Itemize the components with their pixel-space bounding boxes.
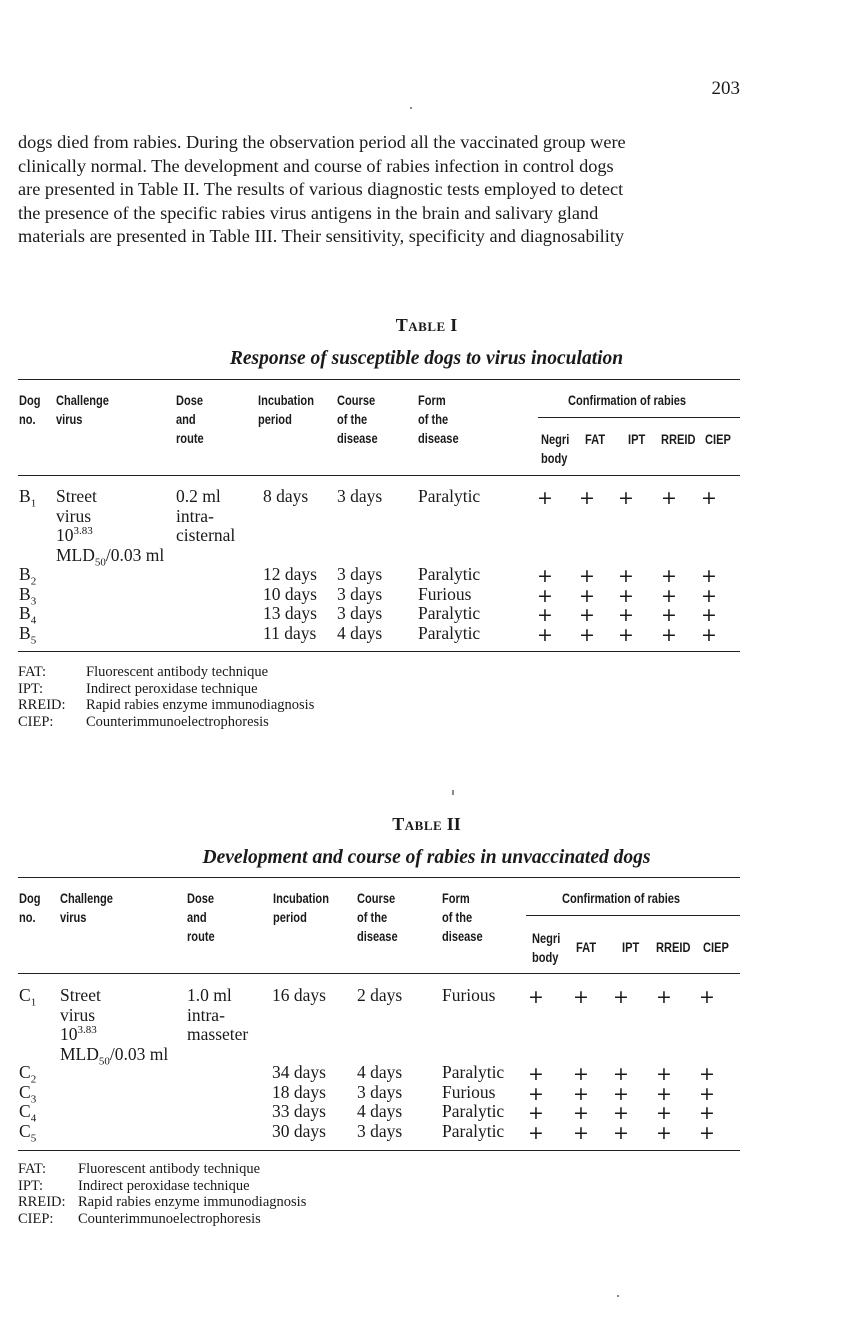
fat-result-cell: +	[573, 1102, 589, 1124]
incubation-cell: 12 days	[263, 564, 317, 584]
dog-id-cell: $C_2$	[19, 1062, 37, 1086]
table-2-dose-route: 1.0 ml intra- masseter	[187, 985, 249, 1045]
table-1-header-course: Course of the disease	[337, 393, 378, 446]
footnote: RREID: Rapid rabies enzyme immunodiagnosis	[18, 1194, 307, 1210]
rreid-result-cell: +	[656, 986, 672, 1008]
form-cell: Paralytic	[442, 1121, 505, 1141]
fat-result-cell: +	[573, 1083, 589, 1105]
table-1-title: Table I	[395, 315, 458, 335]
rreid-result-cell: +	[656, 1063, 672, 1085]
table-1-confirmation-rule	[538, 417, 740, 418]
table-1-header-incubation: Incubation period	[258, 393, 314, 427]
footnote: FAT: Fluorescent antibody technique	[18, 664, 269, 680]
form-cell: Paralytic	[442, 1062, 505, 1082]
table-2-header-form: Form of the disease	[442, 891, 483, 944]
incubation-cell: 18 days	[272, 1082, 326, 1102]
footnote: RREID: Rapid rabies enzyme immunodiagnosis	[18, 697, 315, 713]
negri-result-cell: +	[528, 1102, 544, 1124]
table-2-caption: Development and course of rabies in unvaccinated dogs	[202, 847, 651, 868]
incubation-cell: 30 days	[272, 1121, 326, 1141]
table-1-caption: Response of susceptible dogs to virus inoculation	[229, 348, 624, 369]
rreid-result-cell: +	[661, 604, 677, 626]
negri-result-cell: +	[528, 986, 544, 1008]
ciep-result-cell: +	[699, 1063, 715, 1085]
course-cell: 3 days	[337, 486, 383, 506]
course-cell: 3 days	[337, 564, 383, 584]
table-1-header-fat: FAT	[585, 432, 606, 447]
dog-id-cell: $C_3$	[19, 1082, 37, 1106]
ipt-result-cell: +	[613, 1122, 629, 1144]
table-2-header-course: Course of the disease	[357, 891, 398, 944]
course-cell: 3 days	[357, 1121, 403, 1141]
incubation-cell: 16 days	[272, 985, 326, 1005]
ciep-result-cell: +	[699, 1122, 715, 1144]
table-2-header-dose: Dose and route	[187, 891, 215, 944]
fat-result-cell: +	[579, 487, 595, 509]
table-2-header-rule	[18, 973, 740, 974]
body-line: materials are presented in Table III. Their sensitivity, specificity and diagnosability	[18, 226, 625, 246]
table-1-footnotes	[18, 664, 314, 730]
table-2-header-confirmation: Confirmation of rabies	[562, 891, 681, 906]
incubation-cell: 33 days	[272, 1101, 326, 1121]
table-1-header-confirmation: Confirmation of rabies	[568, 393, 687, 408]
incubation-cell: 8 days	[263, 486, 309, 506]
table-2-header-dog: Dog no.	[19, 891, 41, 925]
table-1-header-ipt: IPT	[628, 432, 646, 447]
ciep-result-cell: +	[701, 585, 717, 607]
ipt-result-cell: +	[618, 487, 634, 509]
negri-result-cell: +	[537, 604, 553, 626]
ciep-result-cell: +	[701, 487, 717, 509]
negri-result-cell: +	[537, 585, 553, 607]
course-cell: 3 days	[337, 584, 383, 604]
ciep-result-cell: +	[701, 604, 717, 626]
table-2-footnotes	[18, 1161, 306, 1227]
dog-id-cell: $C_4$	[19, 1101, 37, 1125]
incubation-cell: 11 days	[263, 623, 317, 643]
table-2-challenge-virus: Street virus $10^{3.83}$ $MLD_{50}/0.03$ ml	[60, 985, 169, 1068]
ciep-result-cell: +	[699, 1102, 715, 1124]
rreid-result-cell: +	[656, 1122, 672, 1144]
scan-speck	[452, 790, 454, 795]
ipt-result-cell: +	[613, 1063, 629, 1085]
body-line: are presented in Table II. The results of various diagnostic tests employed to detect	[18, 179, 624, 199]
fat-result-cell: +	[579, 624, 595, 646]
dog-id-cell: $C_1$	[19, 985, 37, 1009]
rreid-result-cell: +	[661, 487, 677, 509]
negri-result-cell: +	[537, 565, 553, 587]
ipt-result-cell: +	[613, 986, 629, 1008]
table-1-challenge-virus: Street virus $10^{3.83}$ $MLD_{50}/0.03$ ml	[56, 486, 165, 569]
ipt-result-cell: +	[613, 1083, 629, 1105]
rreid-result-cell: +	[661, 624, 677, 646]
ipt-result-cell: +	[613, 1102, 629, 1124]
dog-id-cell: $B_2$	[19, 564, 37, 588]
table-2-header-negri: Negri body	[532, 931, 561, 965]
negri-result-cell: +	[528, 1063, 544, 1085]
fat-result-cell: +	[573, 1063, 589, 1085]
course-cell: 4 days	[337, 623, 383, 643]
body-paragraph	[18, 131, 741, 249]
rreid-result-cell: +	[656, 1102, 672, 1124]
fat-result-cell: +	[573, 986, 589, 1008]
ciep-result-cell: +	[701, 624, 717, 646]
table-2-header-rreid: RREID	[656, 940, 691, 955]
table-2-header-ciep: CIEP	[703, 940, 729, 955]
fat-result-cell: +	[573, 1122, 589, 1144]
negri-result-cell: +	[528, 1122, 544, 1144]
table-2-header-challenge: Challenge virus	[60, 891, 113, 925]
rreid-result-cell: +	[661, 565, 677, 587]
table-2-header-ipt: IPT	[622, 940, 640, 955]
table-2-top-rule	[18, 877, 740, 878]
negri-result-cell: +	[537, 487, 553, 509]
negri-result-cell: +	[537, 624, 553, 646]
table-2-confirmation-rule	[526, 915, 740, 916]
table-1-header-dog: Dog no.	[19, 393, 41, 427]
body-line: clinically normal. The development and course of rabies infection in control dogs	[18, 155, 614, 176]
table-2-header-incubation: Incubation period	[273, 891, 329, 925]
form-cell: Paralytic	[442, 1101, 505, 1121]
scan-speck	[617, 1295, 619, 1297]
dog-id-cell: $B_4$	[19, 603, 37, 627]
body-line: dogs died from rabies. During the observation period all the vaccinated group were	[18, 132, 626, 152]
table-2-bottom-rule	[18, 1150, 740, 1151]
body-line: the presence of the specific rabies virus antigens in the brain and salivary gland	[18, 202, 599, 223]
page-number: 203	[711, 78, 740, 99]
table-1-header-negri: Negri body	[541, 432, 570, 466]
fat-result-cell: +	[579, 585, 595, 607]
footnote: FAT: Fluorescent antibody technique	[18, 1161, 261, 1177]
footnote: CIEP: Counterimmunoelectrophoresis	[18, 713, 269, 730]
footnote: IPT: Indirect peroxidase technique	[18, 1177, 250, 1194]
course-cell: 4 days	[357, 1062, 403, 1082]
form-cell: Paralytic	[418, 486, 481, 506]
table-1-header-rreid: RREID	[661, 432, 696, 447]
incubation-cell: 13 days	[263, 603, 317, 623]
fat-result-cell: +	[579, 604, 595, 626]
incubation-cell: 34 days	[272, 1062, 326, 1082]
table-1-header-dose: Dose and route	[176, 393, 204, 446]
table-1-top-rule	[18, 379, 740, 380]
ciep-result-cell: +	[701, 565, 717, 587]
table-2-header-fat: FAT	[576, 940, 597, 955]
ipt-result-cell: +	[618, 624, 634, 646]
scan-speck	[410, 107, 412, 109]
dog-id-cell: $B_5$	[19, 623, 37, 647]
fat-result-cell: +	[579, 565, 595, 587]
ciep-result-cell: +	[699, 1083, 715, 1105]
form-cell: Furious	[418, 584, 472, 604]
ipt-result-cell: +	[618, 565, 634, 587]
ciep-result-cell: +	[699, 986, 715, 1008]
ipt-result-cell: +	[618, 604, 634, 626]
form-cell: Paralytic	[418, 623, 481, 643]
table-1-bottom-rule	[18, 651, 740, 652]
course-cell: 3 days	[357, 1082, 403, 1102]
course-cell: 2 days	[357, 985, 403, 1005]
table-1-header-challenge: Challenge virus	[56, 393, 109, 427]
footnote: CIEP: Counterimmunoelectrophoresis	[18, 1210, 261, 1227]
form-cell: Paralytic	[418, 603, 481, 623]
dog-id-cell: $B_3$	[19, 584, 37, 608]
form-cell: Furious	[442, 1082, 496, 1102]
incubation-cell: 10 days	[263, 584, 317, 604]
table-1-header-ciep: CIEP	[705, 432, 731, 447]
form-cell: Paralytic	[418, 564, 481, 584]
table-2-title: Table II	[392, 814, 461, 834]
course-cell: 4 days	[357, 1101, 403, 1121]
dog-id-cell: $B_1$	[19, 486, 37, 510]
ipt-result-cell: +	[618, 585, 634, 607]
table-1-dose-route: 0.2 ml intra- cisternal	[176, 486, 236, 546]
rreid-result-cell: +	[661, 585, 677, 607]
form-cell: Furious	[442, 985, 496, 1005]
negri-result-cell: +	[528, 1083, 544, 1105]
rreid-result-cell: +	[656, 1083, 672, 1105]
dog-id-cell: $C_5$	[19, 1121, 37, 1145]
table-1-header-rule	[18, 475, 740, 476]
course-cell: 3 days	[337, 603, 383, 623]
footnote: IPT: Indirect peroxidase technique	[18, 680, 258, 697]
table-1-header-form: Form of the disease	[418, 393, 459, 446]
